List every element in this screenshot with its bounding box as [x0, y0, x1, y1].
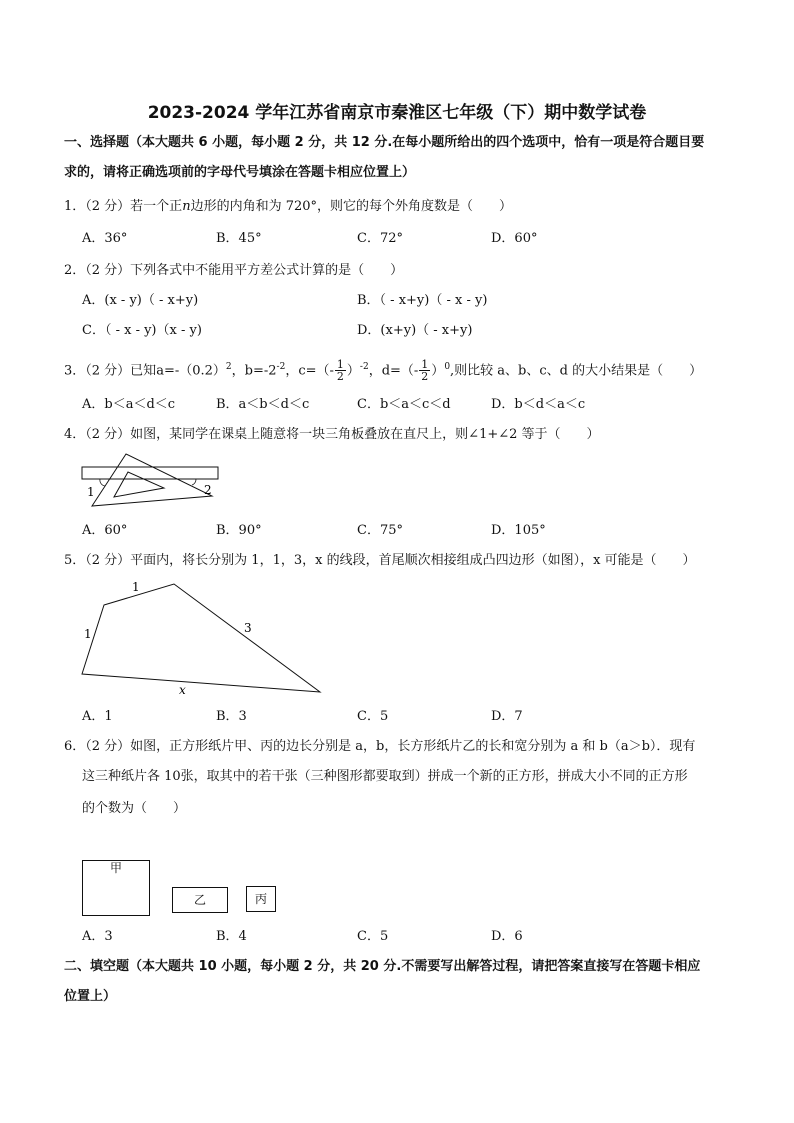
q3-d-pre: ，d=（-	[368, 363, 419, 379]
triangle-outer	[92, 454, 212, 506]
side-left-label: 1	[84, 627, 92, 641]
q1-option-b: B．45°	[216, 231, 262, 246]
q3-d-post: ）	[431, 363, 445, 379]
q3-d-denominator: 2	[421, 370, 429, 384]
quadrilateral-shape	[82, 584, 320, 692]
q3-c-post: ）	[346, 363, 360, 379]
q3-c-fraction	[335, 359, 346, 382]
q5-option-d: D．7	[491, 709, 523, 724]
angle2-arc	[192, 479, 196, 485]
ruler-shape	[82, 467, 218, 479]
side-right-label: 3	[244, 621, 252, 635]
q6-stem-line1: 6．（2 分）如图，正方形纸片甲、丙的边长分别是 a，b，长方形纸片乙的长和宽分别为 a 和 b（a＞b）．现有	[64, 739, 696, 754]
q3-d-numerator: 1	[421, 358, 429, 372]
paper-yi	[172, 887, 228, 913]
paper-bing	[246, 886, 276, 912]
q5-quadrilateral-figure	[76, 576, 328, 698]
q4-option-c: C．75°	[357, 523, 403, 538]
section2-heading-line1: 二、填空题（本大题共 10 小题，每小题 2 分，共 20 分.不需要写出解答过程，请把答案直接写在答题卡相应	[64, 959, 701, 974]
q3-option-d: D．b＜d＜a＜c	[491, 397, 586, 412]
q1-option-d: D．60°	[491, 231, 538, 246]
side-bottom-label: x	[179, 683, 186, 697]
q4-ruler-triangle-figure	[78, 452, 223, 510]
q3-c-exp: -2	[359, 362, 369, 372]
q3-prefix: 3．（2 分）已知	[64, 363, 157, 379]
section2-heading-line2: 位置上）	[64, 989, 117, 1004]
q2-option-d: D．(x+y)（ - x+y)	[357, 323, 473, 338]
q4-option-a: A．60°	[82, 523, 128, 538]
q3-a-expr: a=-（0.2）	[156, 363, 226, 379]
q2-option-c: C．（ - x - y)（x - y)	[82, 323, 202, 338]
q6-stem-line3: 的个数为（ ）	[82, 801, 187, 816]
angle1-arc	[100, 479, 105, 486]
page-title: 2023-2024 学年江苏省南京市秦淮区七年级（下）期中数学试卷	[147, 103, 647, 123]
q4-stem: 4．（2 分）如图，某同学在课桌上随意将一块三角板叠放在直尺上，则∠1+∠2 等于（ ）	[64, 427, 600, 442]
q2-option-b: B．（ - x+y)（ - x - y)	[357, 293, 488, 308]
q6-option-b: B．4	[216, 929, 247, 944]
triangle-inner	[114, 472, 164, 497]
q6-option-a: A．3	[82, 929, 113, 944]
q3-d-exp: 0	[444, 362, 451, 372]
q5-option-a: A．1	[82, 709, 113, 724]
q2-stem: 2．（2 分）下列各式中不能用平方差公式计算的是（ ）	[64, 263, 404, 278]
q6-stem-line2: 这三种纸片各 10张，取其中的若干张（三种图形都要取到）拼成一个新的正方形，拼成大小不同的正方形	[82, 769, 688, 784]
q4-option-d: D．105°	[491, 523, 546, 538]
side-top-label: 1	[132, 580, 140, 594]
q1-stem-b: 边形的内角和为 720°，则它的每个外角度数是（ ）	[190, 199, 513, 214]
q1-option-c: C．72°	[357, 231, 403, 246]
q3-c-pre: ，c=（-	[285, 363, 334, 379]
paper-bing-label: 丙	[254, 892, 267, 906]
q3-stem	[64, 354, 702, 384]
q3-option-a: A．b＜a＜d＜c	[82, 397, 176, 412]
q4-option-b: B．90°	[216, 523, 262, 538]
q2-option-a: A．(x - y)（ - x+y)	[82, 293, 199, 308]
q6-option-d: D．6	[491, 929, 523, 944]
angle2-label: 2	[204, 483, 212, 497]
q3-option-b: B．a＜b＜d＜c	[216, 397, 310, 412]
q3-d-fraction	[419, 359, 430, 382]
q1-stem-a: 1．（2 分）若一个正	[64, 199, 183, 214]
q3-c-numerator: 1	[336, 358, 344, 372]
q3-suffix: ,则比较 a、b、c、d 的大小结果是（ ）	[450, 363, 703, 379]
q3-option-c: C．b＜a＜c＜d	[357, 397, 451, 412]
angle1-label: 1	[87, 485, 95, 499]
q3-c-denominator: 2	[336, 370, 344, 384]
paper-jia-label: 甲	[109, 861, 122, 875]
q1-var: n	[182, 199, 191, 214]
q5-option-b: B．3	[216, 709, 247, 724]
q3-a-exp: 2	[225, 362, 232, 372]
section1-heading-line1: 一、选择题（本大题共 6 小题，每小题 2 分，共 12 分.在每小题所给出的四个选项中，恰有一项是符合题目要	[64, 135, 705, 150]
q1-stem	[64, 198, 512, 216]
paper-jia	[82, 860, 150, 916]
q5-option-c: C．5	[357, 709, 389, 724]
section1-heading-line2: 求的，请将正确选项前的字母代号填涂在答题卡相应位置上）	[64, 165, 416, 180]
q3-b-expr: ，b=-2	[231, 363, 277, 379]
q6-option-c: C．5	[357, 929, 389, 944]
paper-yi-label: 乙	[193, 893, 206, 907]
q1-option-a: A．36°	[82, 231, 128, 246]
q3-b-exp: -2	[276, 362, 286, 372]
q5-stem: 5．（2 分）平面内，将长分别为 1，1，3，x 的线段，首尾顺次相接组成凸四边形（如图），x 可能是（ ）	[64, 553, 696, 568]
